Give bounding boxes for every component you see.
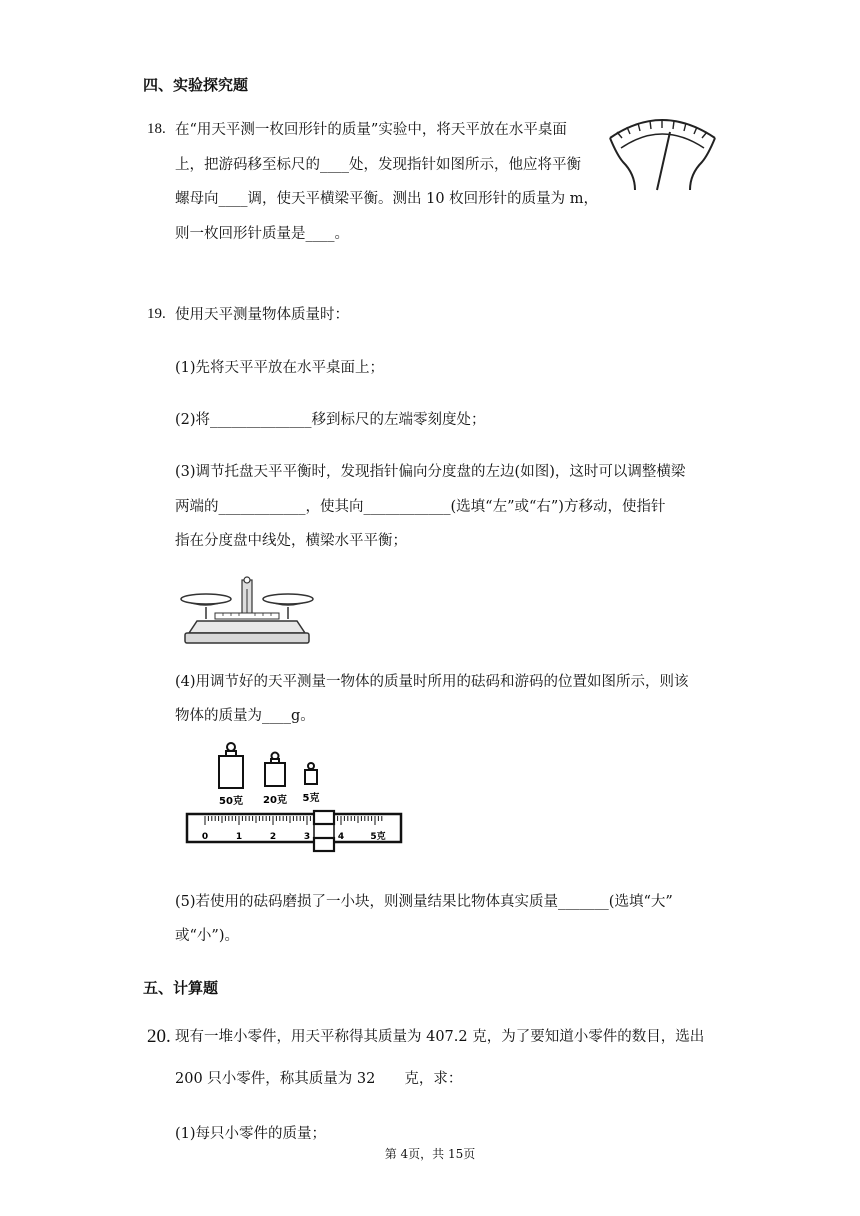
question-20-part-1: (1)每只小零件的质量； <box>175 1126 327 1142</box>
question-19-part-3-line-3: 指在分度盘中线处，横梁水平平衡； <box>175 533 407 549</box>
ruler-label-1: 1 <box>235 832 243 842</box>
ruler-label-5: 5克 <box>370 832 386 842</box>
weight-label-20: 20克 <box>263 795 287 806</box>
question-19-stem: 使用天平测量物体质量时： <box>175 307 349 323</box>
tray-balance-figure <box>175 575 320 647</box>
ruler-label-0: 0 <box>201 832 209 842</box>
question-20-line-2: 200 只小零件，称其质量为 32 克，求： <box>175 1071 463 1087</box>
question-18-line-1: 在“用天平测一枚回形针的质量”实验中，将天平放在水平桌面 <box>175 122 567 138</box>
question-19-part-3-line-1: (3)调节托盘天平平衡时，发现指针偏向分度盘的左边(如图)，这时可以调整横梁 <box>175 464 686 480</box>
ruler-label-4: 4 <box>337 832 345 842</box>
question-20-line-1: 现有一堆小零件，用天平称得其质量为 407.2 克，为了要知道小零件的数目，选出 <box>175 1029 705 1045</box>
weight-label-50: 50克 <box>219 796 243 807</box>
question-19-number: 19. <box>147 306 166 322</box>
question-19-part-4-line-1: (4)用调节好的天平测量一物体的质量时所用的砝码和游码的位置如图所示，则该 <box>175 674 689 690</box>
question-18-line-2: 上，把游码移至标尺的____处，发现指针如图所示，他应将平衡 <box>175 157 581 173</box>
weight-label-5: 5克 <box>302 793 320 804</box>
question-19-part-5-line-1: (5)若使用的砝码磨损了一小块，则测量结果比物体真实质量_______(选填“大” <box>175 894 673 910</box>
question-19-part-4-line-2: 物体的质量为____g。 <box>175 708 315 724</box>
section-heading-calculation: 五、计算题 <box>143 979 219 997</box>
question-19-part-5-line-2: 或“小”)。 <box>175 928 239 944</box>
page-footer: 第 4页，共 15页 <box>384 1147 476 1161</box>
section-heading-experiment: 四、实验探究题 <box>143 76 249 94</box>
question-19-part-2: (2)将______________移到标尺的左端零刻度处； <box>175 412 486 428</box>
question-18-line-3: 螺母向____调，使天平横梁平衡。测出 10 枚回形针的质量为 m， <box>175 191 599 207</box>
question-19-part-1: (1)先将天平平放在水平桌面上； <box>175 360 385 376</box>
question-19-part-3-line-2: 两端的____________，使其向____________(选填“左”或“右”)方移动，使指针 <box>175 499 666 515</box>
question-18-line-4: 则一枚回形针质量是____。 <box>175 226 349 242</box>
balance-dial-figure <box>605 110 720 195</box>
ruler-label-2: 2 <box>269 832 277 842</box>
ruler-label-3: 3 <box>303 832 311 842</box>
question-18-number: 18. <box>147 121 166 137</box>
question-20-number: 20. <box>147 1026 171 1047</box>
weights-and-rider-figure <box>180 738 406 858</box>
